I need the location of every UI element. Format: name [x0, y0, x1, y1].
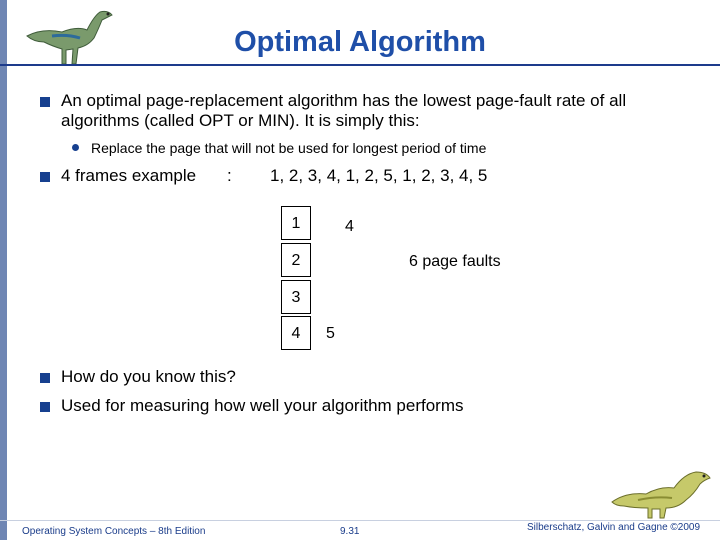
sub-bullet-text: Replace the page that will not be used for longest period of time — [91, 140, 487, 156]
bullet-marker — [40, 402, 50, 412]
footer-copyright: Silberschatz, Galvin and Gagne ©2009 — [527, 522, 701, 533]
left-accent-bar — [0, 0, 7, 540]
sub-bullet-marker — [72, 144, 79, 151]
reference-string: 1, 2, 3, 4, 1, 2, 5, 1, 2, 3, 4, 5 — [270, 166, 488, 185]
frame-cell: 1 — [281, 206, 311, 240]
footer-slide-number: 9.31 — [340, 526, 360, 537]
frame-cell: 2 — [281, 243, 311, 277]
title-underline — [0, 64, 720, 66]
example-colon: : — [227, 166, 232, 185]
footer-book-title: Operating System Concepts – 8th Edition — [22, 526, 206, 537]
footer-divider — [0, 520, 720, 521]
page-fault-count: 6 page faults — [409, 253, 501, 270]
example-label: 4 frames example — [61, 166, 197, 185]
frame-cell: 4 — [281, 316, 311, 350]
bullet-marker — [40, 97, 50, 107]
bullet-text: Used for measuring how well your algorithm performs — [61, 396, 464, 415]
dinosaur-logo-icon — [608, 462, 716, 520]
bullet-marker — [40, 172, 50, 182]
bullet-marker — [40, 373, 50, 383]
bullet-text: How do you know this? — [61, 367, 236, 386]
replacement-value: 5 — [326, 325, 335, 342]
bullet-text-line: algorithms (called OPT or MIN). It is simply this: — [61, 111, 420, 130]
bullet-text-line: An optimal page-replacement algorithm has the lowest page-fault rate of all — [61, 91, 627, 110]
dinosaur-logo-icon — [22, 6, 137, 68]
frame-cell: 3 — [281, 280, 311, 314]
replacement-value: 4 — [345, 218, 354, 235]
slide-title: Optimal Algorithm — [234, 26, 486, 58]
